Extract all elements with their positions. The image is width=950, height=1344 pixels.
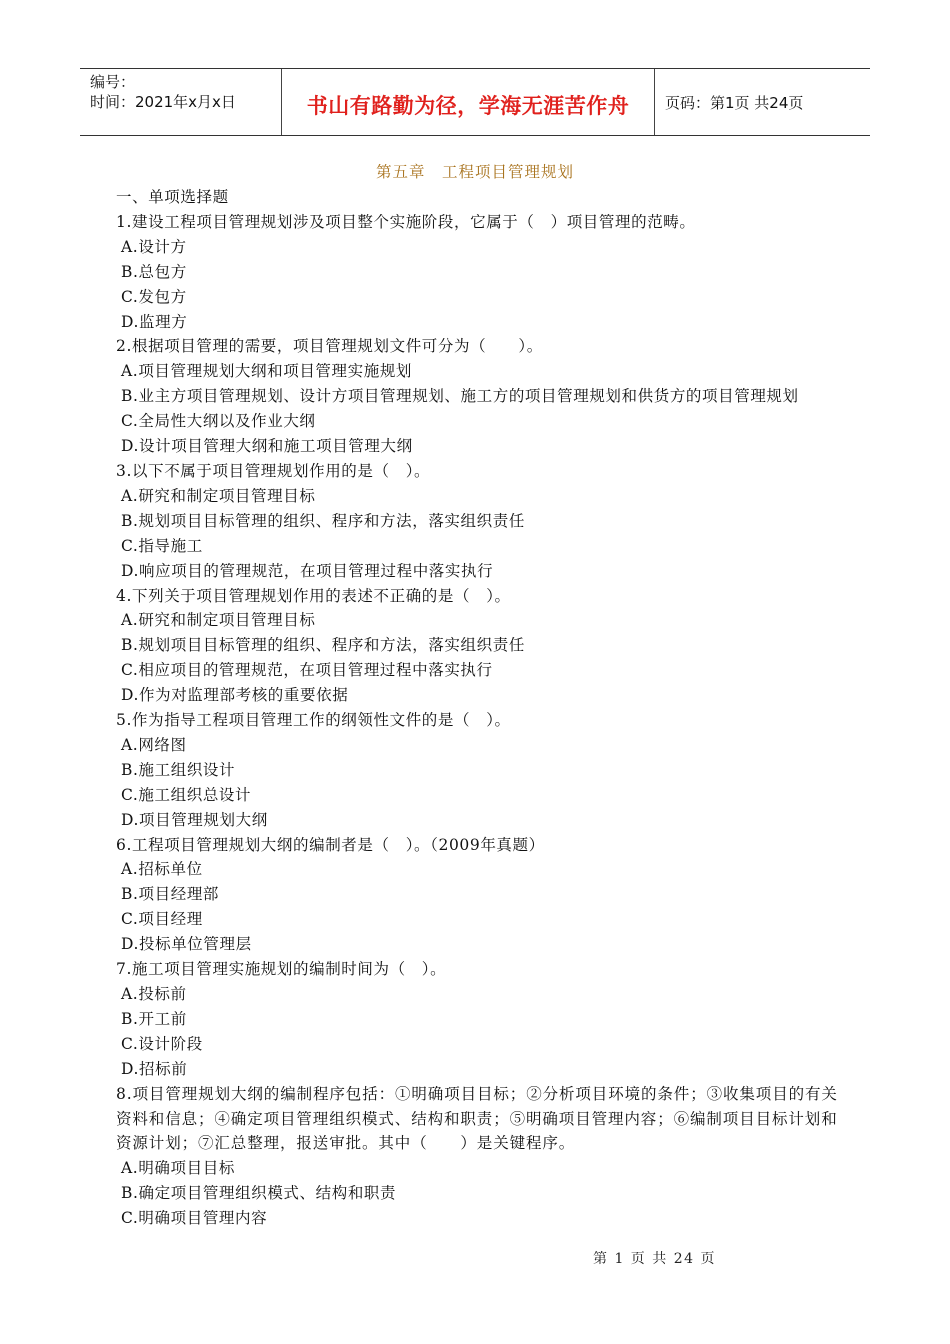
option: C.发包方 [121, 287, 187, 306]
option: A.网络图 [121, 735, 187, 754]
section-title: 一、单项选择题 [116, 188, 229, 206]
option: D.投标单位管理层 [121, 935, 252, 954]
question-5: 5.作为指导工程项目管理工作的纲领性文件的是（ ）。 [116, 711, 511, 730]
option: C.指导施工 [121, 536, 203, 555]
page-footer: 第 1 页 共 24 页 [593, 1251, 716, 1267]
question-6: 6.工程项目管理规划大纲的编制者是（ ）。（2009年真题） [116, 835, 545, 854]
option: A.招标单位 [121, 860, 203, 879]
option: D.招标前 [121, 1059, 188, 1078]
option: D.设计项目管理大纲和施工项目管理大纲 [121, 437, 413, 456]
option: B.项目经理部 [121, 885, 220, 904]
option: B.确定项目管理组织模式、结构和职责 [121, 1184, 397, 1203]
option: B.业主方项目管理规划、设计方项目管理规划、施工方的项目管理规划和供货方的项目管理规划 [121, 387, 799, 406]
header-page-cell [655, 69, 870, 135]
chapter-title: 第五章 工程项目管理规划 [375, 163, 574, 181]
option: C.施工组织总设计 [121, 785, 252, 804]
page-info: 页码：第1页 共24页 [665, 93, 804, 112]
question-list [116, 185, 846, 1231]
question-4: 4.下列关于项目管理规划作用的表述不正确的是（ ）。 [116, 586, 511, 605]
option: D.作为对监理部考核的重要依据 [121, 686, 349, 705]
header-meta-cell [80, 69, 282, 135]
option: C.全局性大纲以及作业大纲 [121, 412, 316, 431]
option: A.项目管理规划大纲和项目管理实施规划 [121, 362, 413, 381]
header-motto-cell [282, 69, 655, 135]
option: A.设计方 [121, 237, 187, 256]
option: B.规划项目目标管理的组织、程序和方法，落实组织责任 [121, 636, 525, 655]
option: A.投标前 [121, 985, 187, 1003]
question-3: 3.以下不属于项目管理规划作用的是（ ）。 [116, 461, 431, 480]
question-7: 7.施工项目管理实施规划的编制时间为（ ）。 [116, 960, 447, 979]
question-8: 8.项目管理规划大纲的编制程序包括：①明确项目目标；②分析项目环境的条件；③收集项目的有关资料和信息；④确定项目管理组织模式、结构和职责；⑤明确项目管理内容；⑥编制项目目标计划和资源计划；⑦汇总整理，报送审批。其中（ ）是关键程序。 [116, 1084, 838, 1153]
time-label: 时间：2021年x月x日 [90, 93, 236, 111]
option: B.施工组织设计 [121, 760, 236, 779]
option: A.研究和制定项目管理目标 [121, 486, 316, 505]
option: C.明确项目管理内容 [121, 1209, 268, 1228]
question-1: 1.建设工程项目管理规划涉及项目整个实施阶段，它属于（ ）项目管理的范畴。 [116, 212, 696, 231]
option: B.开工前 [121, 1009, 187, 1028]
option: C.设计阶段 [121, 1034, 203, 1053]
header-table [80, 68, 870, 136]
option: D.项目管理规划大纲 [121, 810, 268, 829]
option: A.明确项目目标 [121, 1159, 235, 1178]
option: D.响应项目的管理规范，在项目管理过程中落实执行 [121, 561, 494, 580]
option: D.监理方 [121, 312, 188, 331]
motto: 书山有路勤为径，学海无涯苦作舟 [306, 94, 630, 118]
option: C.相应项目的管理规范，在项目管理过程中落实执行 [121, 661, 493, 680]
question-2: 2.根据项目管理的需要，项目管理规划文件可分为（ ）。 [116, 337, 543, 356]
option: C.项目经理 [121, 910, 203, 929]
option: A.研究和制定项目管理目标 [121, 611, 316, 630]
number-label: 编号： [90, 73, 136, 91]
option: B.规划项目目标管理的组织、程序和方法，落实组织责任 [121, 511, 525, 530]
option: B.总包方 [121, 262, 187, 281]
